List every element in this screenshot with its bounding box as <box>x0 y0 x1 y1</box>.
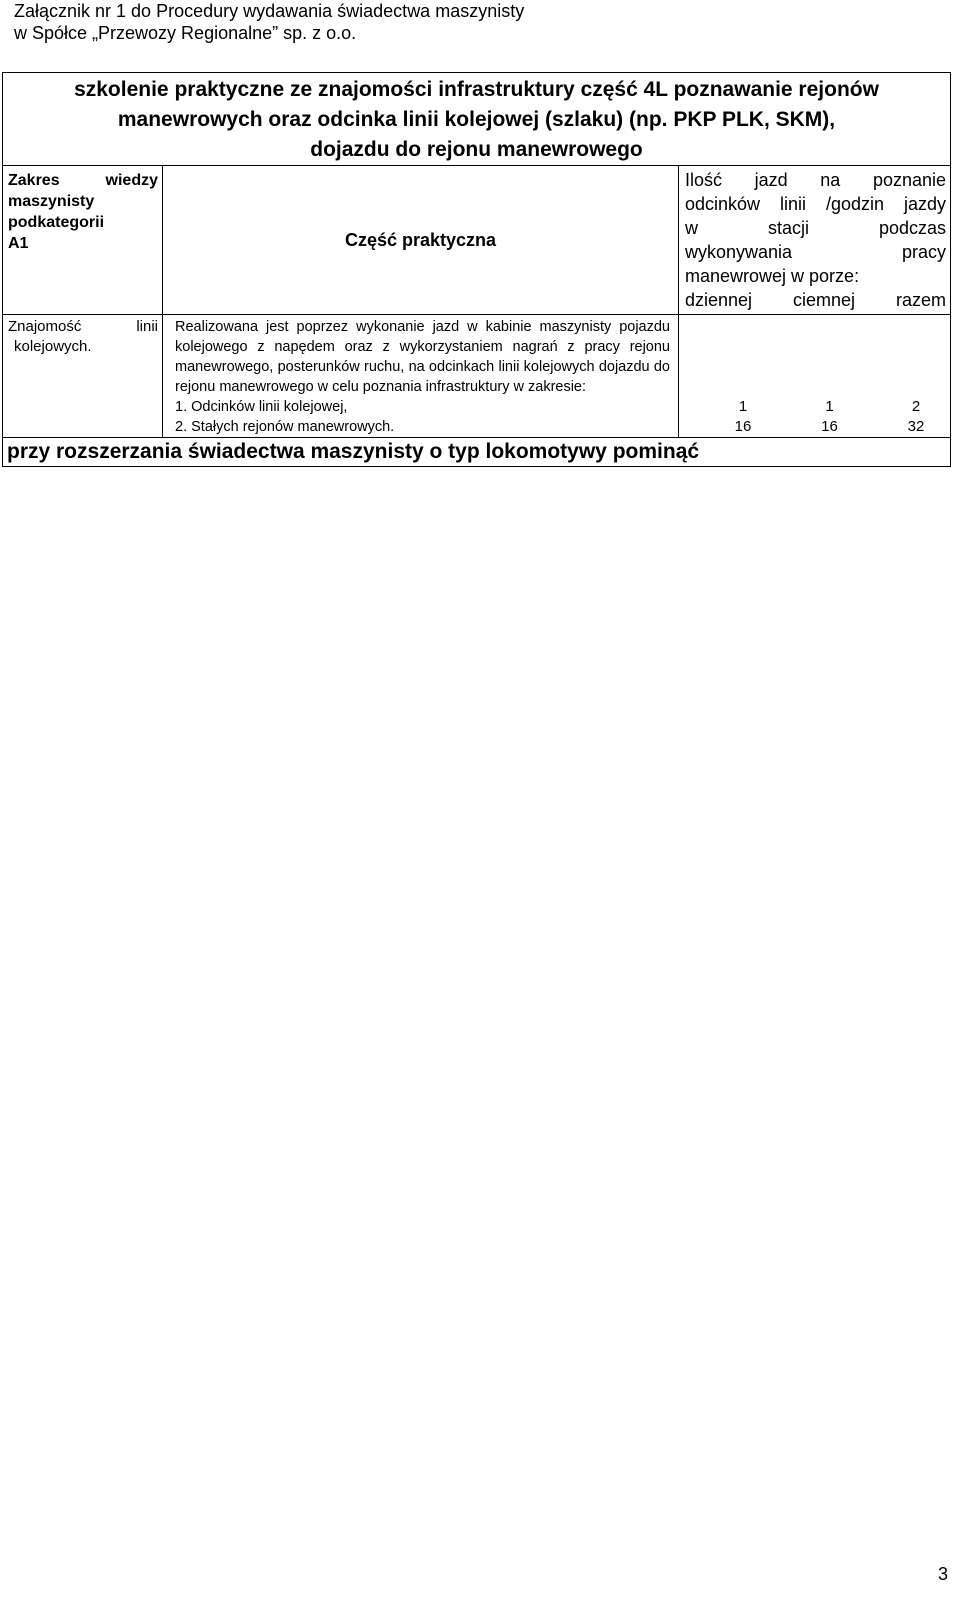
header-title-line-2: w Spółce „Przewozy Regionalne” sp. z o.o. <box>14 23 357 43</box>
zakres-line-2: maszynisty <box>8 193 95 210</box>
value-razem-item-1: 2 <box>911 398 921 415</box>
pora-dzienna-label: dziennej <box>685 290 753 310</box>
table-title <box>3 73 951 166</box>
table-footer-note: przy rozszerzania świadectwa maszynisty o typ lokomotywy pominąć <box>3 438 951 467</box>
table-title-row <box>3 73 951 166</box>
ilosc-line-5: manewrowej w porze: <box>685 266 860 286</box>
pora-ciemna-label: ciemnej <box>793 290 856 310</box>
linii-word: linii <box>136 318 158 335</box>
znajomosc-line-2: kolejowych. <box>14 338 92 355</box>
values-row-item-2 <box>679 417 950 437</box>
znajomosc-linii-cell <box>3 315 163 438</box>
ilosc-line-3: w stacji podczas <box>685 218 947 238</box>
pora-razem-label: razem <box>896 290 947 310</box>
description-text: Realizowana jest poprzez wykonanie jazd w kabinie maszynisty pojazdu kolejowego z napędem oraz z wykorzystaniem nagrań z pracy rejonu manewrowego, posterunków ruchu, na odcinkach linii kolejowych dojazdu do rejonu manewrowego w celu poznania infrastruktury w zakresie: <box>175 319 670 395</box>
value-ciemna-item-2: 16 <box>821 418 838 435</box>
ilosc-jazd-header <box>679 166 951 315</box>
table-footer-row <box>3 438 951 467</box>
value-razem-item-2: 32 <box>907 418 925 435</box>
value-ciemna-item-1: 1 <box>825 398 834 415</box>
table-row <box>3 315 951 438</box>
znajomosc-word: Znajomość <box>8 318 82 335</box>
values-row-item-1 <box>679 397 950 417</box>
description-cell <box>163 315 679 438</box>
values-cell <box>679 315 951 438</box>
znajomosc-line-1 <box>8 317 158 337</box>
table-title-line-3: dojazdu do rejonu manewrowego <box>310 138 643 161</box>
value-dzienna-item-1: 1 <box>738 398 748 415</box>
zakres-line-3: podkategorii <box>8 214 105 231</box>
ilosc-line-1: Ilość jazd na poznanie <box>685 170 947 190</box>
ilosc-line-4: wykonywania pracy <box>685 242 947 262</box>
value-dzienna-item-2: 16 <box>734 418 752 435</box>
ilosc-line-2: odcinków linii /godzin jazdy <box>685 194 947 214</box>
description-item-2: 2. Stałych rejonów manewrowych. <box>175 419 395 435</box>
zakres-wiedzy-header <box>3 166 163 315</box>
ilosc-jazd-text <box>679 166 950 288</box>
description-item-1: 1. Odcinków linii kolejowej, <box>175 399 348 415</box>
table-title-line-2: manewrowych oraz odcinka linii kolejowej (szlaku) (np. PKP PLK, SKM), <box>117 108 836 131</box>
header-title-line-1: Załącznik nr 1 do Procedury wydawania świadectwa maszynisty <box>14 1 525 21</box>
zakres-line-4: A1 <box>8 235 29 252</box>
training-table <box>2 72 951 467</box>
czesc-praktyczna-header: Część praktyczna <box>163 166 679 315</box>
zakres-line-1: Zakres wiedzy <box>8 172 158 189</box>
pora-columns <box>679 288 950 314</box>
page-number: 3 <box>937 1564 948 1584</box>
table-header-row <box>3 166 951 315</box>
table-title-line-1: szkolenie praktyczne ze znajomości infrastruktury część 4L poznawanie rejonów <box>74 78 879 101</box>
